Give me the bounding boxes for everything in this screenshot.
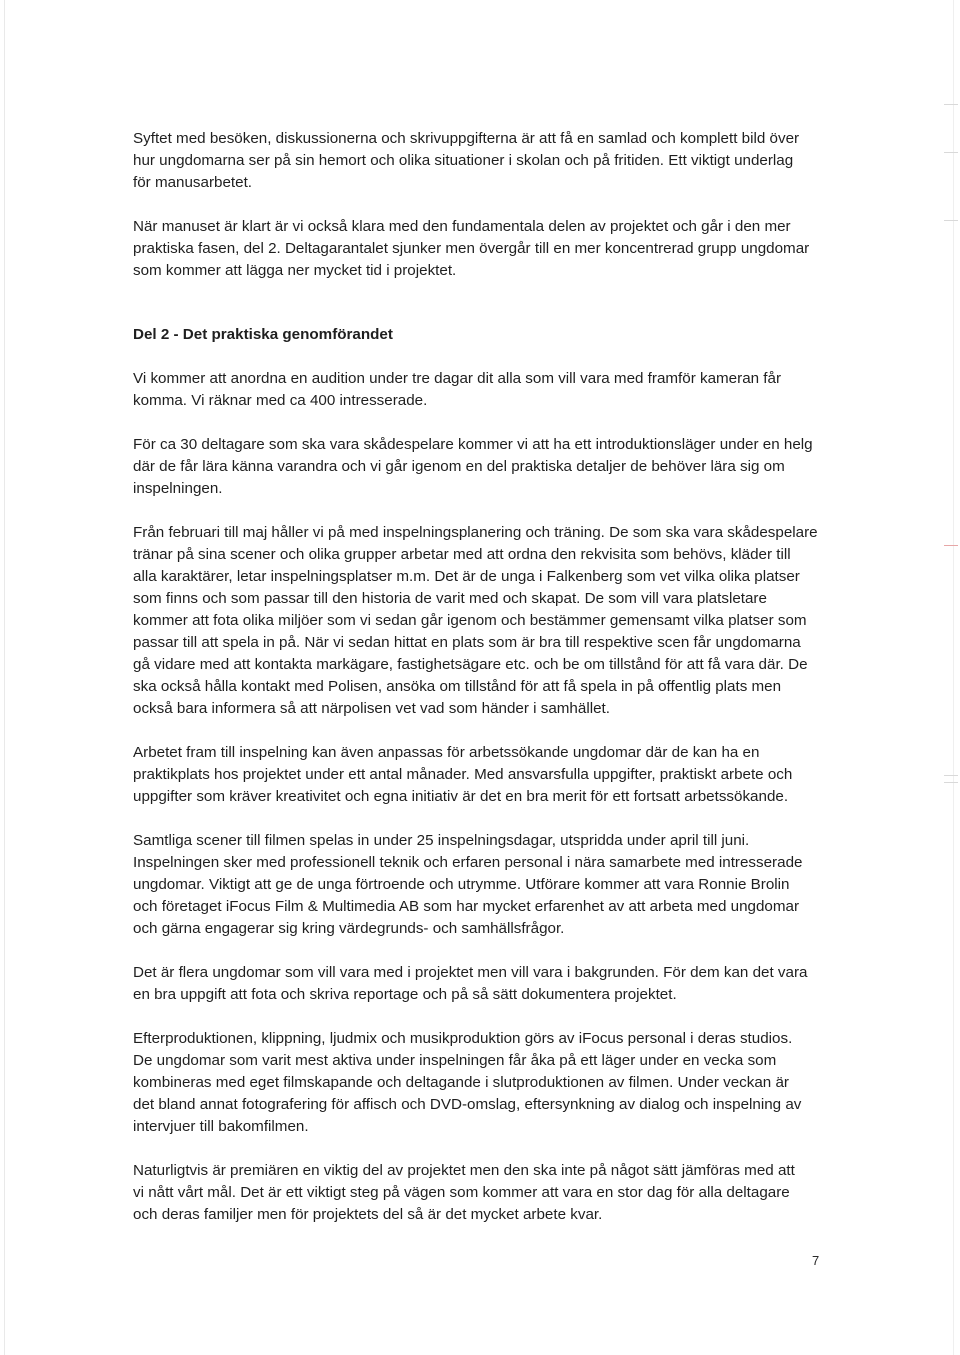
paragraph: Från februari till maj håller vi på med inspelningsplanering och träning. De som ska vara skådespelare tränar på sina scener och olika grupper arbetar med att ordna den rekvisita som behövs, kläder till alla karaktärer, letar inspelningsplatser m.m. Det är de unga i Falkenberg som vet vilka olika platser som finns och som passar till den historia de varit med och skapat. De som vill vara platsletare kommer att fota olika miljöer som vi sedan går igenom och bestämmer gemensamt vilka platser som passar till att spela in på. När vi sedan hittat en plats som är bra till respektive scen får ungdomarna gå vidare med att kontakta markägare, fastighetsägare etc. och be om tillstånd för att få vara där. De ska också hålla kontakt med Polisen, ansöka om tillstånd för att få spela in på offentlig plats men också bara informera så att närpolisen vet vad som händer i samhället. bbox=[133, 524, 818, 717]
scan-artifact bbox=[944, 104, 958, 105]
scan-edge-right bbox=[953, 0, 954, 1355]
scan-artifact bbox=[944, 775, 958, 776]
document-body bbox=[133, 128, 823, 1226]
paragraph: Samtliga scener till filmen spelas in under 25 inspelningsdagar, utspridda under april till juni. Inspelningen sker med professionell teknik och erfaren personal i nära samarbete med intresserade ungdomar. Viktigt att ge de unga förtroende och utrymme. Utförare kommer att vara Ronnie Brolin och företaget iFocus Film & Multimedia AB som har mycket erfarenhet av att arbeta med ungdomar och gärna engagerar sig kring värdegrunds- och samhällsfrågor. bbox=[133, 832, 803, 937]
paragraph: När manuset är klart är vi också klara med den fundamentala delen av projektet och går i den mer praktiska fasen, del 2. Deltagarantalet sjunker men övergår till en mer koncentrerad grupp ungdomar som kommer att lägga ner mycket tid i projektet. bbox=[133, 218, 810, 279]
scan-artifact bbox=[944, 545, 958, 546]
scan-artifact bbox=[944, 782, 958, 783]
paragraph: Naturligtvis är premiären en viktig del av projektet men den ska inte på något sätt jämföras med att vi nått vårt mål. Det är ett viktigt steg på vägen som kommer att vara en stor dag för alla deltagare och deras familjer men för projektets del så är det mycket arbete kvar. bbox=[133, 1162, 795, 1223]
paragraph: Efterproduktionen, klippning, ljudmix och musikproduktion görs av iFocus personal i deras studios. De ungdomar som varit mest aktiva under inspelningen får åka på ett läger under en vecka som kombineras med eget filmskapande och deltagande i slutproduktionen av filmen. Under veckan är det bland annat fotografering för affisch och DVD-omslag, eftersynkning av dialog och inspelning av intervjuer till bakomfilmen. bbox=[133, 1030, 802, 1135]
scan-artifact bbox=[944, 152, 958, 153]
paragraph: Arbetet fram till inspelning kan även anpassas för arbetssökande ungdomar där de kan ha en praktikplats hos projektet under ett antal månader. Med ansvarsfulla uppgifter, praktiskt arbete och uppgifter som kräver kreativitet och egna initiativ är det en bra merit för ett fortsatt arbetssökande. bbox=[133, 744, 793, 805]
paragraph: Syftet med besöken, diskussionerna och skrivuppgifterna är att få en samlad och komplett bild över hur ungdomarna ser på sin hemort och olika situationer i skolan och på fritiden. Ett viktigt underlag för manusarbetet. bbox=[133, 130, 800, 191]
paragraph: För ca 30 deltagare som ska vara skådespelare kommer vi att ha ett introduktionsläger under en helg där de får lära känna varandra och vi går igenom en del praktiska detaljer de behöver lära sig om inspelningen. bbox=[133, 436, 813, 497]
page-number: 7 bbox=[812, 1253, 820, 1268]
scan-edge-left bbox=[4, 0, 5, 1355]
scan-artifact bbox=[944, 220, 958, 221]
paragraph: Det är flera ungdomar som vill vara med i projektet men vill vara i bakgrunden. För dem kan det vara en bra uppgift att fota och skriva reportage och på så sätt dokumentera projektet. bbox=[133, 964, 808, 1003]
section-heading: Del 2 - Det praktiska genomförandet bbox=[133, 326, 393, 343]
paragraph: Vi kommer att anordna en audition under tre dagar dit alla som vill vara med framför kameran får komma. Vi räknar med ca 400 intresserade. bbox=[133, 370, 782, 409]
